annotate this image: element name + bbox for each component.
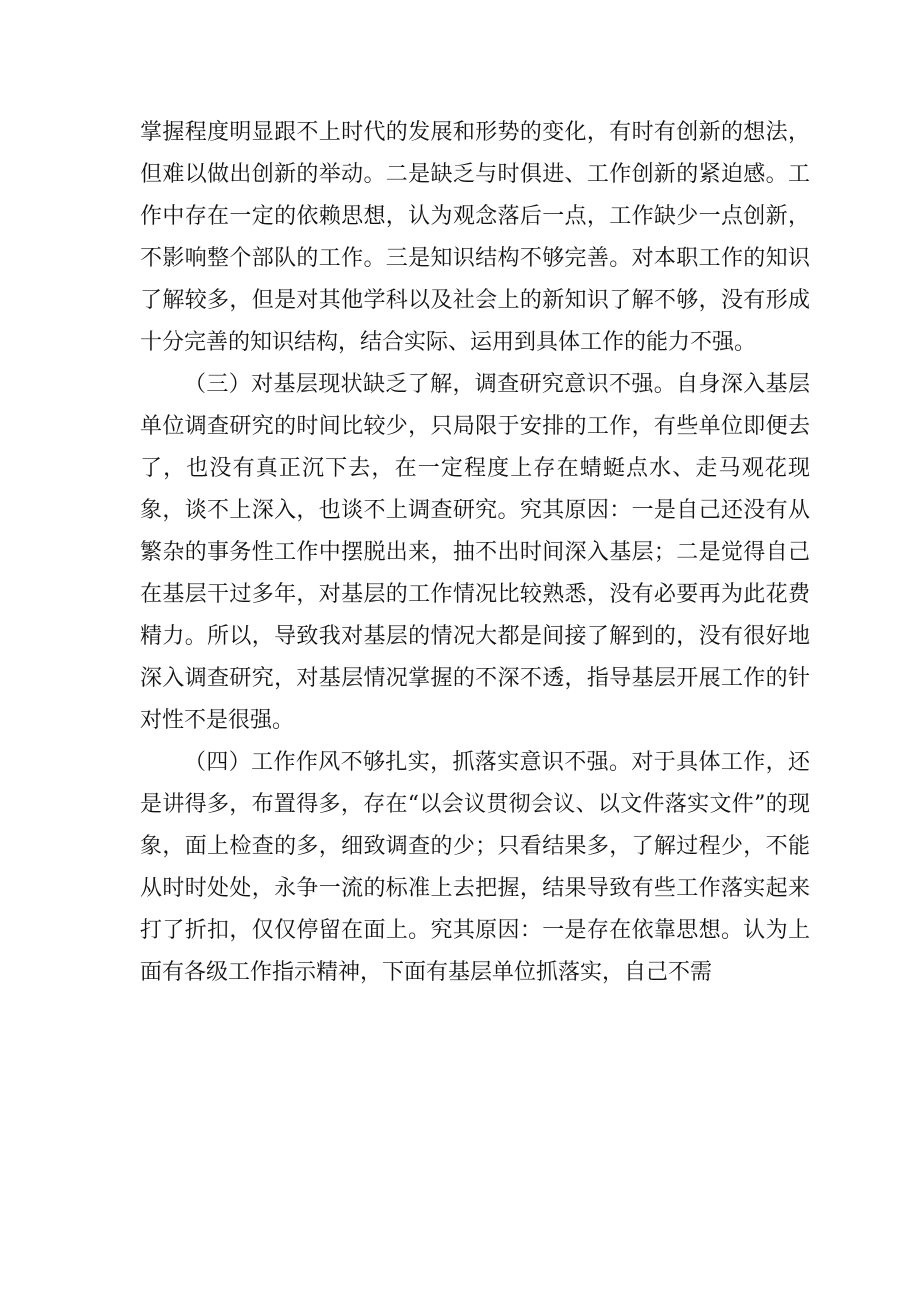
paragraph-section-4: （四）工作作风不够扎实，抓落实意识不强。对于具体工作，还是讲得多，布置得多，存在“以会议贯彻会议、以文件落实文件”的现象，面上检查的多，细致调查的少；只看结果多，了解过程少，不能从时时处处，永争一流的标准上去把握，结果导致有些工作落实起来打了折扣，仅仅停留在面上。究其原因：一是存在依靠思想。认为上面有各级工作指示精神，下面有基层单位抓落实，自己不需 bbox=[140, 750, 810, 985]
paragraph-continuation: 掌握程度明显跟不上时代的发展和形势的变化，有时有创新的想法，但难以做出创新的举动。二是缺乏与时俱进、工作创新的紧迫感。工作中存在一定的依赖思想，认为观念落后一点，工作缺少一点创新，不影响整个部队的工作。三是知识结构不够完善。对本职工作的知识了解较多，但是对其他学科以及社会上的新知识了解不够，没有形成十分完善的知识结构，结合实际、运用到具体工作的能力不强。 bbox=[140, 120, 810, 355]
document-body bbox=[140, 112, 810, 994]
paragraph-section-3: （三）对基层现状缺乏了解，调查研究意识不强。自身深入基层单位调查研究的时间比较少，只局限于安排的工作，有些单位即便去了，也没有真正沉下去，在一定程度上存在蜻蜓点水、走马观花现象，谈不上深入，也谈不上调查研究。究其原因：一是自己还没有从繁杂的事务性工作中摆脱出来，抽不出时间深入基层；二是觉得自己在基层干过多年，对基层的工作情况比较熟悉，没有必要再为此花费精力。所以，导致我对基层的情况大都是间接了解到的，没有很好地深入调查研究，对基层情况掌握的不深不透，指导基层开展工作的针对性不是很强。 bbox=[140, 372, 810, 733]
